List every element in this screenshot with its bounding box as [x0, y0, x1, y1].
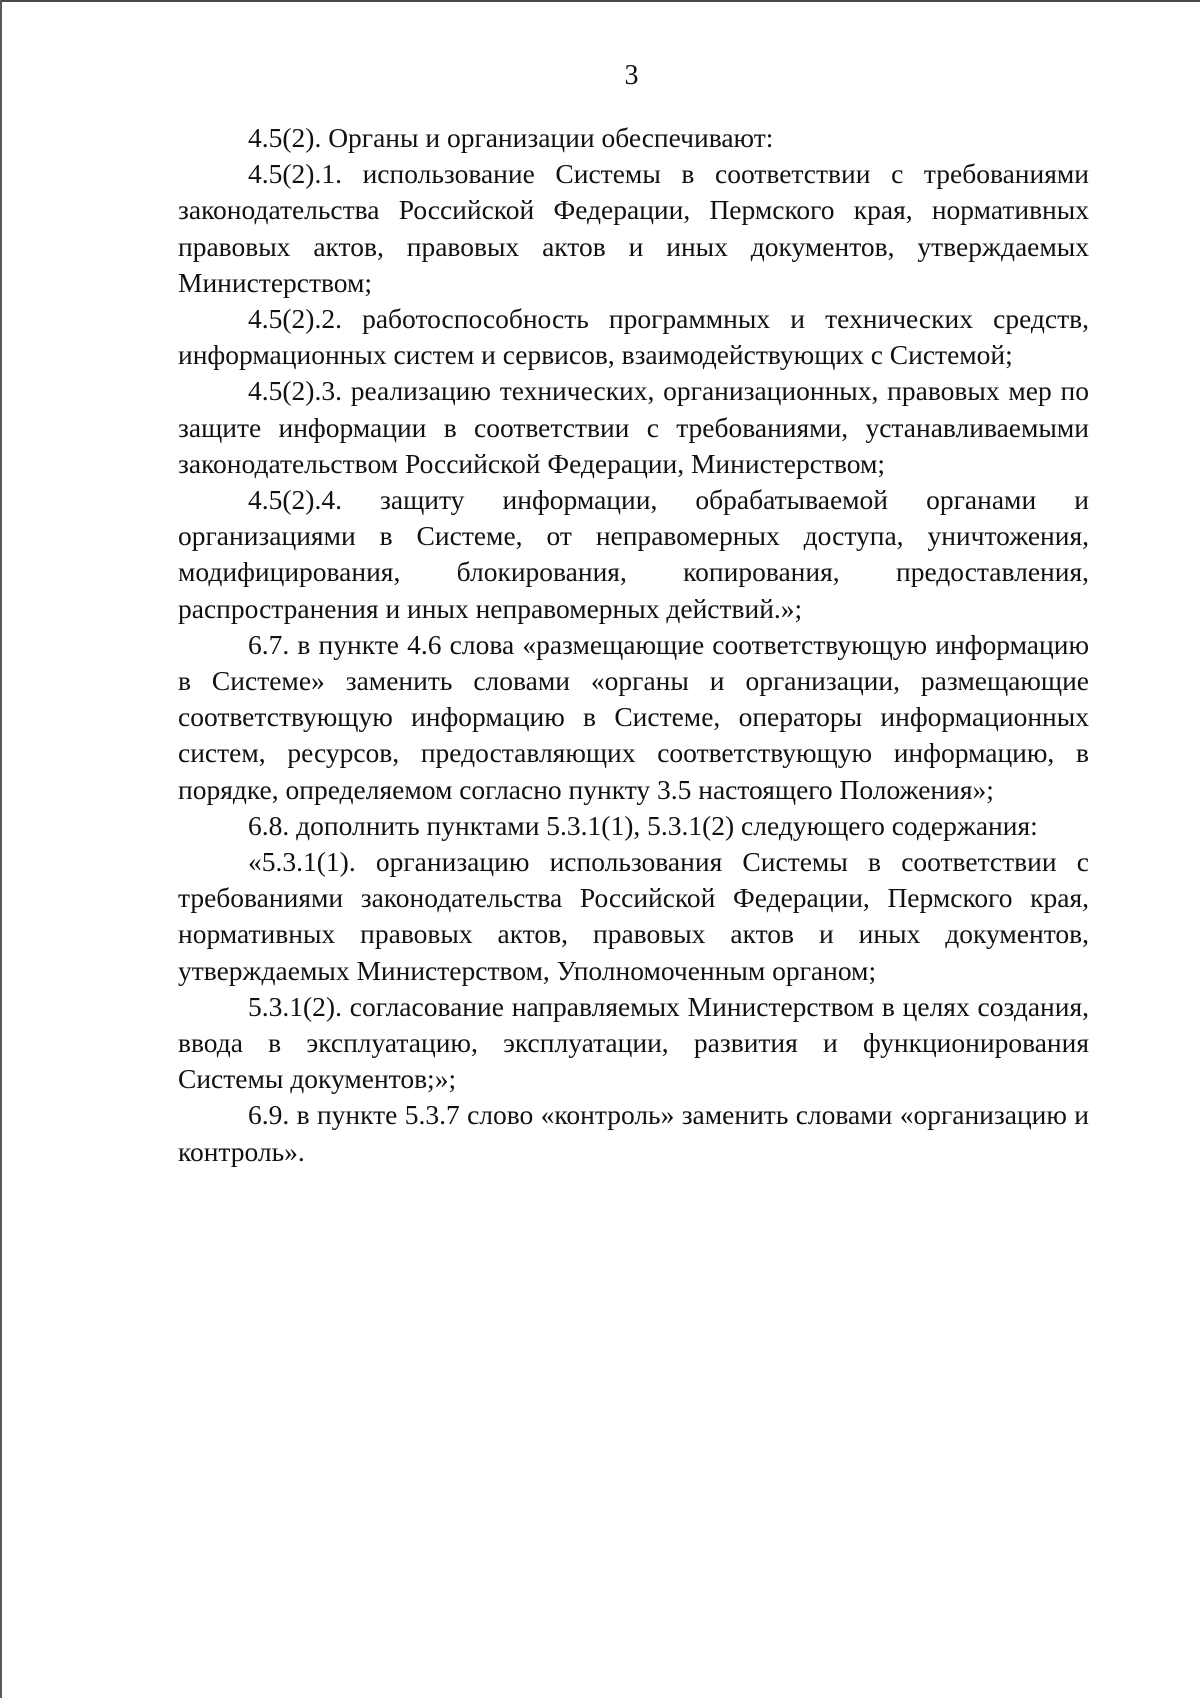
paragraph-4-5-2: 4.5(2). Органы и организации обеспечивают: [248, 122, 774, 153]
page-number: 3 [624, 60, 639, 91]
scan-edge-top [0, 0, 1200, 2]
paragraph-4-5-2-3: 4.5(2).3. реализацию технических, организационных, правовых мер по защите информации в соответствии с требованиями, устанавливаемыми законодательством Российской Федерации, Министерством; [178, 375, 1089, 479]
document-body [178, 120, 1089, 1170]
paragraph-5-3-1-1: «5.3.1(1). организацию использования Системы в соответствии с требованиями законодательства Российской Федерации, Пермского края, нормативных правовых актов, правовых актов и иных документов, утверждаемых Министерством, Уполномоченным органом; [178, 846, 1089, 986]
scan-edge-left [0, 0, 2, 1698]
paragraph-4-5-2-1: 4.5(2).1. использование Системы в соответствии с требованиями законодательства Российской Федерации, Пермского края, нормативных правовых актов, правовых актов и иных документов, утверждаемых Министерством; [178, 158, 1089, 298]
paragraph-4-5-2-4: 4.5(2).4. защиту информации, обрабатываемой органами и организациями в Системе, от неправомерных доступа, уничтожения, модифицирования, блокирования, копирования, предоставления, распространения и иных неправомерных действий.»; [178, 484, 1089, 624]
paragraph-4-5-2-2: 4.5(2).2. работоспособность программных и технических средств, информационных систем и сервисов, взаимодействующих с Системой; [178, 303, 1089, 371]
paragraph-6-9: 6.9. в пункте 5.3.7 слово «контроль» заменить словами «организацию и контроль». [178, 1099, 1089, 1167]
paragraph-6-8: 6.8. дополнить пунктами 5.3.1(1), 5.3.1(2) следующего содержания: [248, 809, 1038, 841]
paragraph-5-3-1-2: 5.3.1(2). согласование направляемых Министерством в целях создания, ввода в эксплуатацию, эксплуатации, развития и функционирования Системы документов;»; [178, 990, 1089, 1095]
paragraph-6-7: 6.7. в пункте 4.6 слова «размещающие соответствующую информацию в Системе» заменить словами «органы и организации, размещающие соответствующую информацию в Системе, операторы информационных систем, ресурсов, предоставляющих соответствующую информацию, в порядке, определяемом согласно пункту 3.5 настоящего Положения»; [178, 628, 1089, 805]
